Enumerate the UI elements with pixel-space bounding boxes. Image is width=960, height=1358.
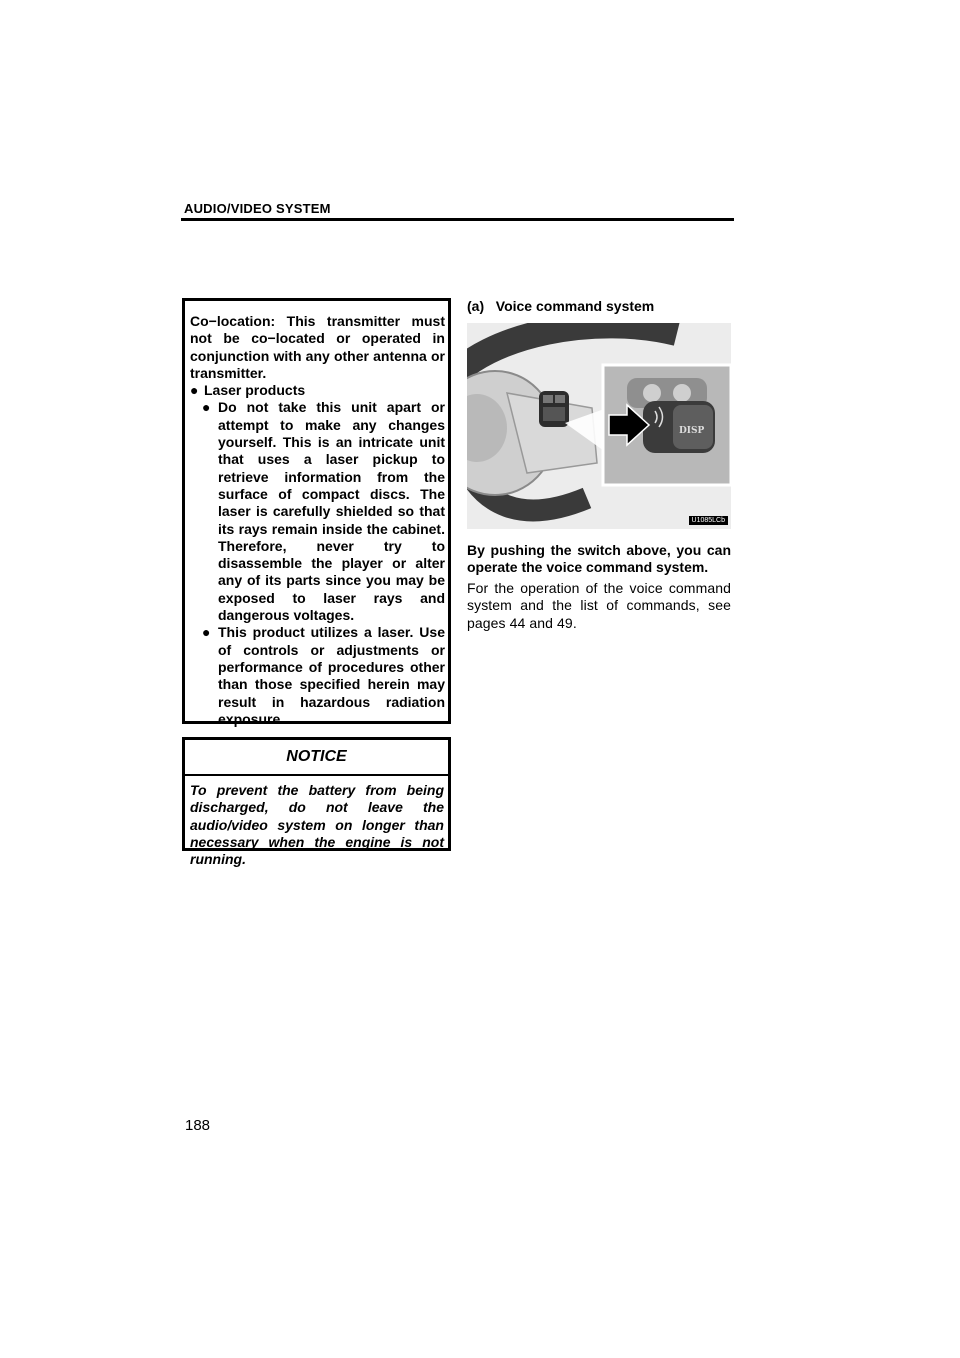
- notice-text: To prevent the battery from being discharged, do not leave the audio/video system on longer than necessary when the engine is not running.: [190, 782, 444, 868]
- bullet-icon: ●: [202, 624, 211, 641]
- voice-command-heading: (a) Voice command system: [467, 298, 655, 314]
- laser-sub-item-2: [190, 624, 445, 728]
- header-rule: [181, 218, 734, 221]
- co-location-paragraph: Co−location: This transmitter must not be co−located or operated in conjunction with any other antenna or transmitter.: [190, 313, 445, 381]
- notice-divider: [185, 774, 448, 776]
- notice-box: [182, 737, 451, 868]
- caution-content: [190, 313, 445, 728]
- page-number: 188: [185, 1117, 211, 1134]
- laser-sub-item-text: Do not take this unit apart or attempt to make any changes yourself. This is an intricate unit that uses a laser pickup to retrieve information from the surface of compact discs. The laser is carefully shielded so that its rays remain inside the cabinet. Therefore, never try to disassemble the player or alter any of its parts since you may be exposed to laser rays and dangerous voltages.: [218, 399, 445, 624]
- laser-products-label: Laser products: [204, 382, 306, 399]
- steering-wheel-illustration: [467, 323, 731, 529]
- bullet-icon: ●: [202, 399, 211, 416]
- figure-code: U1085LCb: [689, 516, 728, 525]
- voice-instruction-text: For the operation of the voice command system and the list of commands, see pages 44 and 49.: [467, 580, 731, 631]
- section-header: AUDIO/VIDEO SYSTEM: [184, 201, 331, 216]
- laser-products-bullet: [190, 382, 445, 399]
- notice-title: NOTICE: [286, 748, 347, 765]
- steering-wheel-figure: [467, 323, 731, 529]
- disp-label: DISP: [679, 426, 705, 436]
- bullet-icon: ●: [190, 382, 199, 399]
- laser-sub-item-1: [190, 399, 445, 624]
- voice-instruction-bold: By pushing the switch above, you can operate the voice command system.: [467, 542, 731, 576]
- caution-box: [182, 298, 451, 727]
- laser-sub-item-text: This product utilizes a laser. Use of controls or adjustments or performance of procedures other than those specified herein may result in hazardous radiation exposure.: [218, 624, 445, 727]
